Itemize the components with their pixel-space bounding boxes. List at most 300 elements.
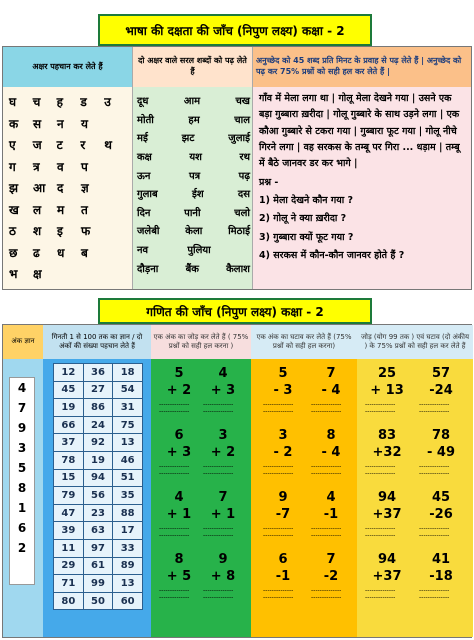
problem-operand: -18 — [429, 569, 453, 584]
problem-top: 7 — [326, 552, 336, 567]
answer-line: -------------- — [419, 532, 450, 540]
answer-line: -------------- — [203, 408, 234, 416]
problem-operand: - 2 — [273, 445, 293, 460]
problem-top: 9 — [218, 552, 228, 567]
answer-line: -------------- — [419, 470, 450, 478]
word: मई — [137, 133, 148, 145]
letter: न — [57, 116, 64, 131]
word-row — [137, 203, 250, 222]
problem — [365, 429, 409, 477]
letter: च — [32, 95, 41, 110]
problem-operand: + 3 — [210, 383, 236, 398]
answer-line: -------------- — [263, 587, 294, 594]
number-cell: 23 — [83, 504, 113, 522]
answer-line: -------------- — [365, 408, 396, 416]
problem-operand: -24 — [429, 383, 453, 398]
answer-line: -------------- — [365, 525, 396, 532]
answer-line: -------------- — [365, 470, 396, 478]
letter: ख — [9, 202, 19, 217]
word: चाल — [234, 114, 250, 126]
word-row — [137, 91, 250, 110]
word: हम — [188, 114, 200, 126]
digit: 2 — [17, 541, 27, 555]
questions-list — [259, 193, 467, 264]
word: रथ — [239, 152, 250, 164]
word: पानी — [184, 207, 201, 219]
letter: द — [57, 181, 64, 196]
word-row — [137, 240, 250, 259]
problem-top: 8 — [326, 428, 336, 443]
paragraph-column — [253, 47, 471, 289]
problem — [263, 429, 303, 477]
word: आम — [183, 96, 201, 108]
paragraph-block — [259, 91, 467, 264]
word: दूध — [137, 96, 149, 108]
problem — [365, 367, 409, 415]
number-cell: 99 — [83, 575, 113, 593]
word: मिठाई — [228, 226, 250, 238]
problem — [263, 367, 303, 415]
problem-operand: + 5 — [166, 569, 192, 584]
problem — [159, 491, 199, 539]
number-cell: 19 — [54, 399, 84, 417]
letter: म — [57, 202, 65, 217]
problem — [365, 553, 409, 601]
word: दिन — [137, 207, 151, 219]
number-cell: 88 — [113, 504, 143, 522]
word-row — [137, 147, 250, 166]
question: 1) मेला देखने कौन गया ? — [259, 194, 354, 206]
number-cell: 54 — [113, 381, 143, 399]
word: कैलाश — [226, 263, 250, 275]
word: ईश — [191, 189, 204, 201]
math-section — [2, 324, 472, 638]
word: बैंक — [185, 263, 199, 275]
word: मोती — [137, 114, 154, 126]
number-cell: 31 — [113, 399, 143, 417]
answer-line: -------------- — [203, 594, 234, 602]
problem-top: 6 — [278, 552, 288, 567]
problem — [203, 553, 243, 601]
letter-row — [9, 91, 128, 113]
letter: ह — [56, 95, 63, 110]
word-row — [137, 165, 250, 184]
word: जलेबी — [137, 226, 160, 238]
problem-top: 8 — [174, 552, 184, 567]
number-row — [54, 434, 143, 452]
problem — [159, 553, 199, 601]
problem-top: 41 — [431, 552, 451, 567]
letter: घ — [9, 95, 17, 110]
problem-operand: - 4 — [321, 445, 341, 460]
answer-line: -------------- — [419, 463, 450, 470]
word: जुलाई — [228, 133, 250, 145]
subtract-column — [251, 325, 357, 637]
letter: ट — [56, 138, 63, 153]
answer-line: -------------- — [159, 594, 190, 602]
digit: 6 — [17, 521, 27, 535]
problem-top: 94 — [377, 490, 397, 505]
problem-top: 3 — [218, 428, 228, 443]
problem — [263, 553, 303, 601]
number-cell: 12 — [54, 364, 84, 382]
answer-line: -------------- — [311, 408, 342, 416]
number-row — [54, 399, 143, 417]
problem — [203, 491, 243, 539]
answer-line: -------------- — [203, 532, 234, 540]
letter: छ — [9, 245, 18, 260]
number-cell: 92 — [83, 434, 113, 452]
letter: क्ष — [33, 267, 42, 282]
answer-line: -------------- — [263, 594, 294, 602]
problem — [311, 429, 351, 477]
number-cell: 47 — [54, 504, 84, 522]
problem-operand: - 4 — [321, 383, 341, 398]
problem — [365, 491, 409, 539]
letter: भ — [9, 267, 18, 282]
problem-top: 4 — [174, 490, 184, 505]
letter-row — [9, 177, 128, 199]
add-column — [151, 325, 251, 637]
number-row — [54, 381, 143, 399]
problem-operand: + 2 — [210, 445, 236, 460]
answer-line: -------------- — [159, 470, 190, 478]
letter: आ — [33, 181, 46, 196]
letters-header: अक्षर पहचान कर लेते हैं — [3, 47, 132, 87]
digit-header: अंक ज्ञान — [3, 325, 43, 359]
answer-line: -------------- — [311, 463, 342, 470]
number-cell: 36 — [83, 364, 113, 382]
digit: 8 — [17, 481, 27, 495]
number-cell: 61 — [83, 557, 113, 575]
letter: ल — [33, 202, 42, 217]
answer-line: -------------- — [365, 587, 396, 594]
letter: ब — [81, 245, 88, 260]
number-cell: 63 — [83, 522, 113, 540]
problem-operand: -26 — [429, 507, 453, 522]
digit: 9 — [17, 421, 27, 435]
word: नव — [137, 245, 149, 257]
word: गुलाब — [137, 189, 158, 201]
problem-top: 94 — [377, 552, 397, 567]
word: पढ़ — [238, 170, 250, 182]
answer-line: -------------- — [365, 401, 396, 408]
question: 3) गुब्बारा क्यों फूट गया ? — [259, 231, 354, 243]
words-column — [133, 47, 253, 289]
number-cell: 15 — [54, 469, 84, 487]
number-cell: 97 — [83, 539, 113, 557]
number-cell: 13 — [113, 434, 143, 452]
letter: श — [33, 224, 42, 239]
problem — [419, 491, 463, 539]
letter: फ — [81, 224, 91, 239]
number-cell: 29 — [54, 557, 84, 575]
answer-line: -------------- — [311, 587, 342, 594]
word-row — [137, 110, 250, 129]
problem-top: 45 — [431, 490, 451, 505]
answer-line: -------------- — [419, 525, 450, 532]
problem — [203, 429, 243, 477]
answer-line: -------------- — [203, 525, 234, 532]
digit: 1 — [17, 501, 27, 515]
problem-operand: + 13 — [370, 383, 404, 398]
number-cell: 56 — [83, 487, 113, 505]
number-cell: 24 — [83, 416, 113, 434]
answer-line: -------------- — [203, 463, 234, 470]
answer-line: -------------- — [263, 408, 294, 416]
problem-operand: -1 — [275, 569, 291, 584]
problem — [419, 429, 463, 477]
letter: ए — [9, 138, 16, 153]
problem-operand: -7 — [275, 507, 291, 522]
problem-operand: +37 — [372, 507, 402, 522]
letters-column — [3, 47, 133, 289]
number-cell: 46 — [113, 451, 143, 469]
problem-top: 25 — [377, 366, 397, 381]
word: ऊन — [137, 170, 151, 182]
problem-top: 83 — [377, 428, 397, 443]
answer-line: -------------- — [263, 463, 294, 470]
letter: ठ — [9, 224, 16, 239]
words-header: दो अक्षर वाले सरल शब्दों को पढ़ लेते हैं — [133, 47, 252, 87]
letter: प — [81, 159, 88, 174]
answer-line: -------------- — [203, 401, 234, 408]
problem-operand: + 2 — [166, 383, 192, 398]
problem-top: 4 — [326, 490, 336, 505]
language-section — [2, 46, 472, 290]
number-column — [43, 325, 151, 637]
number-row — [54, 575, 143, 593]
number-cell: 66 — [54, 416, 84, 434]
answer-line: -------------- — [159, 401, 190, 408]
answer-line: -------------- — [419, 587, 450, 594]
problem-operand: + 1 — [166, 507, 192, 522]
letter: उ — [104, 95, 111, 110]
number-cell: 79 — [54, 487, 84, 505]
paragraph-header: अनुच्छेद को 45 शब्द प्रति मिनट के प्रवाह से पढ़ लेते हैं | अनुच्छेद को पढ़ कर 75% प्रश्नों को सही हल कर लेते हैं | — [253, 47, 471, 87]
problem — [311, 491, 351, 539]
answer-line: -------------- — [263, 401, 294, 408]
subtract-header: एक अंक का घटाव कर लेते हैं (75% प्रश्नों को सही हल करना) — [251, 325, 357, 359]
number-row — [54, 416, 143, 434]
letter: इ — [57, 224, 63, 239]
paragraph-text: गाँव में मेला लगा था | गोलू मेला देखने गया | उसने एक बड़ा गुब्बारा ख़रीदा | गोलू गुब्बारे के साथ उड़ने लगा | एक कौआ गुब्बारे से टकरा गया | गुब्बारा फूट गया | गोलू नीचे गिरने लगा | वह सरकस के तम्बू पर गिरा ... धड़ाम | तम्बू में बैठे जानवर डर कर भागे | — [259, 93, 460, 170]
answer-line: -------------- — [311, 532, 342, 540]
letter-row — [9, 242, 128, 264]
number-grid — [53, 363, 143, 610]
words-list — [137, 91, 250, 277]
number-cell: 94 — [83, 469, 113, 487]
number-row — [54, 451, 143, 469]
number-cell: 78 — [54, 451, 84, 469]
letter: य — [81, 116, 88, 131]
number-row — [54, 539, 143, 557]
number-cell: 45 — [54, 381, 84, 399]
digit: 3 — [17, 441, 27, 455]
digit-column — [3, 325, 43, 637]
problem-operand: - 3 — [273, 383, 293, 398]
problem-top: 5 — [278, 366, 288, 381]
word-row — [137, 221, 250, 240]
letter: ज — [32, 138, 42, 153]
problem-top: 7 — [218, 490, 228, 505]
word: दस — [237, 189, 250, 201]
problem-operand: + 3 — [166, 445, 192, 460]
problem — [159, 367, 199, 415]
digit: 4 — [17, 381, 27, 395]
number-row — [54, 469, 143, 487]
number-cell: 89 — [113, 557, 143, 575]
problem-operand: - 49 — [426, 445, 455, 460]
questions-label: प्रश्न - — [259, 176, 279, 188]
number-cell: 19 — [83, 451, 113, 469]
answer-line: -------------- — [365, 463, 396, 470]
problem-operand: -1 — [323, 507, 339, 522]
question: 2) गोलू ने क्या ख़रीदा ? — [259, 213, 347, 225]
number-row — [54, 557, 143, 575]
answer-line: -------------- — [159, 463, 190, 470]
problem-top: 78 — [431, 428, 451, 443]
problem — [419, 553, 463, 601]
digit: 5 — [17, 461, 27, 475]
problem-operand: + 1 — [210, 507, 236, 522]
answer-line: -------------- — [365, 532, 396, 540]
answer-line: -------------- — [311, 525, 342, 532]
letter: ढ — [33, 245, 40, 260]
letter: स — [33, 116, 42, 131]
answer-line: -------------- — [159, 525, 190, 532]
word: यश — [189, 152, 202, 164]
number-row — [54, 504, 143, 522]
letter-row — [9, 156, 128, 178]
two-digit-header: जोड़ (योग 99 तक ) एवं घटाव (दो अंकीय ) के 75% प्रश्नों को सही हल कर लेते हैं — [357, 325, 473, 359]
answer-line: -------------- — [419, 594, 450, 602]
letter-row — [9, 263, 128, 285]
number-cell: 50 — [83, 592, 113, 610]
problem-top: 5 — [174, 366, 184, 381]
letter: ज्ञ — [81, 181, 89, 196]
problem-top: 7 — [326, 366, 336, 381]
math-title: गणित की जाँच (निपुण लक्ष्य) कक्षा - 2 — [98, 298, 372, 324]
problem-top: 9 — [278, 490, 288, 505]
number-cell: 51 — [113, 469, 143, 487]
word: पत्र — [188, 170, 201, 182]
number-cell: 11 — [54, 539, 84, 557]
problem-top: 57 — [431, 366, 451, 381]
answer-line: -------------- — [419, 408, 450, 416]
number-cell: 80 — [54, 592, 84, 610]
number-row — [54, 522, 143, 540]
digit-list — [9, 377, 35, 585]
two-digit-column — [357, 325, 473, 637]
question: 4) सरकस में कौन-कौन जानवर होते हैं ? — [259, 249, 405, 261]
letter-row — [9, 199, 128, 221]
problem-operand: + 8 — [210, 569, 236, 584]
number-cell: 39 — [54, 522, 84, 540]
letter-row — [9, 113, 128, 135]
letter-row — [9, 220, 128, 242]
digit: 7 — [17, 401, 27, 415]
letter: र — [80, 138, 86, 153]
letter: ड — [80, 95, 87, 110]
problem — [203, 367, 243, 415]
letter: व — [57, 159, 64, 174]
problem-operand: +32 — [372, 445, 402, 460]
word: पुलिया — [187, 245, 211, 257]
problem-operand: +37 — [372, 569, 402, 584]
answer-line: -------------- — [263, 525, 294, 532]
answer-line: -------------- — [311, 470, 342, 478]
answer-line: -------------- — [263, 470, 294, 478]
number-row — [54, 592, 143, 610]
number-cell: 33 — [113, 539, 143, 557]
answer-line: -------------- — [159, 408, 190, 416]
answer-line: -------------- — [159, 587, 190, 594]
word: चख — [235, 96, 250, 108]
problem — [311, 553, 351, 601]
answer-line: -------------- — [203, 470, 234, 478]
letter: थ — [104, 138, 112, 153]
number-cell: 37 — [54, 434, 84, 452]
problem — [419, 367, 463, 415]
number-cell: 35 — [113, 487, 143, 505]
number-row — [54, 364, 143, 382]
letter: त — [81, 202, 88, 217]
letter: त्र — [33, 159, 40, 174]
number-cell: 13 — [113, 575, 143, 593]
language-title: भाषा की दक्षता की जाँच (निपुण लक्ष्य) कक्षा - 2 — [98, 14, 372, 46]
number-cell: 75 — [113, 416, 143, 434]
word: झट — [181, 133, 195, 145]
answer-line: -------------- — [311, 594, 342, 602]
number-cell: 27 — [83, 381, 113, 399]
word-row — [137, 258, 250, 277]
letter-row — [9, 134, 128, 156]
word: दौड़ना — [137, 263, 159, 275]
answer-line: -------------- — [365, 594, 396, 602]
answer-line: -------------- — [263, 532, 294, 540]
number-cell: 18 — [113, 364, 143, 382]
word: कक्ष — [137, 152, 152, 164]
letter: क — [9, 116, 19, 131]
word-row — [137, 184, 250, 203]
number-header: गिनती 1 से 100 तक का ज्ञान / दो अंकों की संख्या पहचान लेते हैं — [43, 325, 151, 359]
answer-line: -------------- — [311, 401, 342, 408]
letter: ग — [9, 159, 16, 174]
word: चलो — [234, 207, 250, 219]
problem-operand: -2 — [323, 569, 339, 584]
problem-top: 3 — [278, 428, 288, 443]
number-cell: 60 — [113, 592, 143, 610]
problem — [159, 429, 199, 477]
add-header: एक अंक का जोड़ कर लेते हैं ( 75% प्रश्नों को सही हल करना ) — [151, 325, 251, 359]
problem — [263, 491, 303, 539]
letter: ध — [57, 245, 65, 260]
answer-line: -------------- — [203, 587, 234, 594]
number-cell: 71 — [54, 575, 84, 593]
problem-top: 4 — [218, 366, 228, 381]
problem — [311, 367, 351, 415]
answer-line: -------------- — [419, 401, 450, 408]
word-row — [137, 128, 250, 147]
letter: झ — [9, 181, 19, 196]
problem-top: 6 — [174, 428, 184, 443]
number-cell: 86 — [83, 399, 113, 417]
word: केला — [185, 226, 203, 238]
number-row — [54, 487, 143, 505]
answer-line: -------------- — [159, 532, 190, 540]
number-cell: 17 — [113, 522, 143, 540]
